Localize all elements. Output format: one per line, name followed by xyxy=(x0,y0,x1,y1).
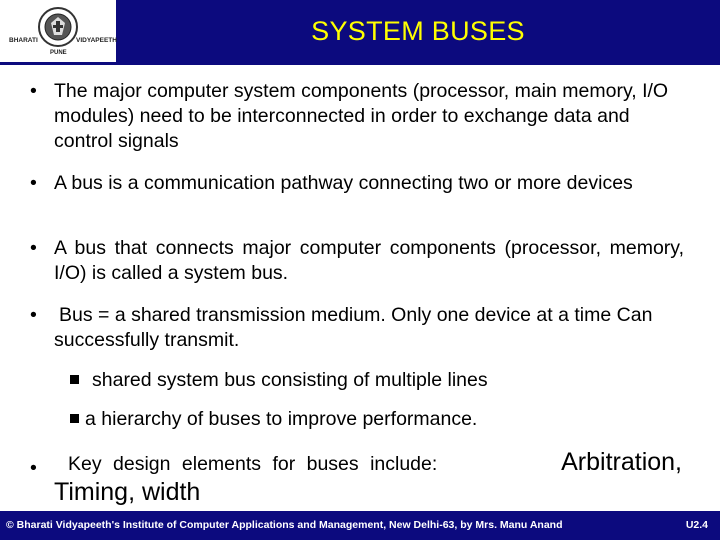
sub-bullet-text: shared system bus consisting of multiple lines xyxy=(92,369,488,391)
bullet-dot: • xyxy=(30,172,37,194)
bullet-dot: • xyxy=(30,80,37,102)
page-number: U2.4 xyxy=(685,519,708,531)
sub-bullet-1 xyxy=(92,368,672,393)
bullet-dot: • xyxy=(30,237,37,259)
bullet-4 xyxy=(30,303,686,353)
bullet-line-1 xyxy=(54,450,682,477)
bullet-3 xyxy=(30,236,684,286)
square-bullet-icon xyxy=(70,414,79,423)
logo-right-text: VIDYAPEETH xyxy=(76,37,117,44)
bullet-1 xyxy=(30,79,684,154)
bullet-text: A bus is a communication pathway connecting two or more devices xyxy=(54,172,633,194)
bullet-dot: • xyxy=(30,304,37,326)
bullet-2 xyxy=(30,171,684,196)
slide-title: SYSTEM BUSES xyxy=(311,15,525,46)
logo-bottom-text: PUNE xyxy=(50,50,67,56)
bullet-5 xyxy=(30,448,684,507)
sub-bullet-2 xyxy=(85,407,665,432)
slide-footer xyxy=(0,511,720,540)
logo-left-text: BHARATI xyxy=(9,37,38,44)
footer-credit: © Bharati Vidyapeeth's Institute of Computer Applications and Management, New Delhi-63, by Mrs. Manu Anand xyxy=(6,519,563,531)
bullet-text-large: Arbitration, xyxy=(561,448,682,476)
bullet-text: Key design elements for buses include: xyxy=(68,453,438,475)
bullet-dot: • xyxy=(30,457,37,479)
square-bullet-icon xyxy=(70,375,79,384)
bullet-line-2: Timing, width xyxy=(54,478,201,506)
bullet-text: Bus = a shared transmission medium. Only one device at a time Can successfully transmit. xyxy=(54,304,653,351)
bullet-text: The major computer system components (processor, main memory, I/O modules) need to be interconnected in order to exchange data and control signals xyxy=(54,80,669,152)
bullet-text: A bus that connects major computer components (processor, memory, I/O) is called a system bus. xyxy=(54,237,684,284)
sub-bullet-text: a hierarchy of buses to improve performance. xyxy=(85,408,478,430)
